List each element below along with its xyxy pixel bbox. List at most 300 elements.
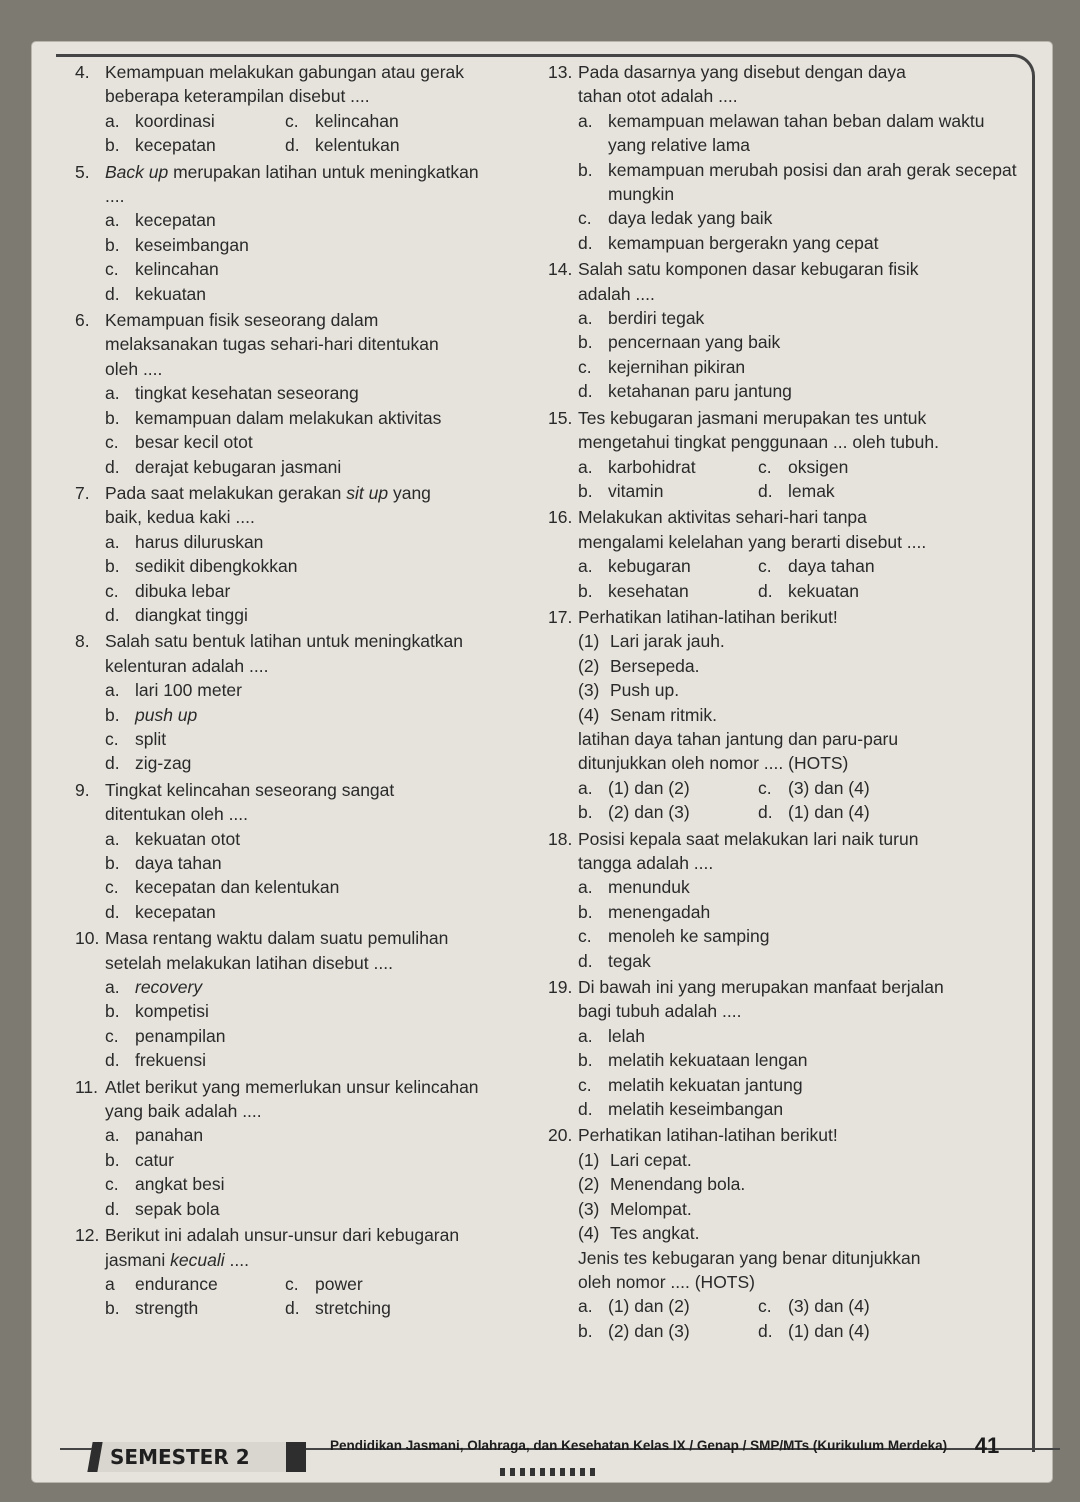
statement-item (548, 678, 1018, 702)
answer-option (758, 479, 1018, 503)
option-text: pencernaan yang baik (608, 332, 781, 353)
question-number: 7. (75, 482, 90, 503)
option-letter: d. (105, 283, 120, 304)
statement-number: (1) (578, 1149, 600, 1170)
statement-item (548, 703, 1018, 727)
answer-option (758, 579, 1018, 603)
option-text: (2) dan (3) (608, 802, 690, 823)
answer-option (758, 1319, 1018, 1343)
semester-label: SEMESTER 2 (110, 1445, 250, 1469)
answer-option (75, 1024, 540, 1048)
option-text: kecepatan dan kelentukan (135, 877, 340, 898)
answer-option (75, 851, 540, 875)
question-text-line (75, 802, 540, 826)
question-text-line (548, 975, 1018, 999)
option-letter: b. (105, 853, 120, 873)
answer-option (75, 1172, 540, 1196)
question-text-line (75, 160, 540, 184)
option-letter: d. (578, 232, 593, 253)
question-number: 11. (75, 1076, 99, 1097)
option-text: (1) dan (4) (788, 802, 870, 823)
question-number (75, 332, 105, 356)
option-text: melatih keseimbangan (608, 1099, 784, 1120)
answer-option (75, 282, 540, 306)
option-letter: b. (578, 802, 593, 823)
statement-text: Menendang bola. (610, 1174, 746, 1195)
answer-option (75, 554, 540, 578)
answer-option (75, 430, 540, 454)
question-5 (75, 160, 540, 306)
option-text: (1) dan (4) (788, 1320, 870, 1341)
option-text: kemampuan melawan tahan beban dalam waktu yang relative lama (608, 110, 985, 156)
option-letter: c. (105, 877, 119, 898)
question-text: Posisi kepala saat melakukan lari naik turun (578, 828, 919, 849)
answer-option (75, 727, 540, 751)
option-letter: b. (578, 332, 593, 353)
option-text: kemampuan merubah posisi dan arah gerak secepat mungkin (608, 159, 1017, 205)
question-text: Kemampuan fisik seseorang dalam (105, 310, 379, 331)
left-column (75, 60, 540, 1323)
answer-option (578, 579, 758, 603)
question-text: adalah .... (578, 283, 655, 304)
question-number (548, 430, 578, 454)
question-16 (548, 505, 1018, 603)
question-7 (75, 481, 540, 627)
question-text: bagi tubuh adalah .... (578, 1001, 742, 1022)
option-text: kelincahan (315, 110, 399, 131)
question-text: setelah melakukan latihan disebut .... (105, 952, 393, 973)
option-letter: d. (105, 901, 120, 922)
answer-option (75, 1148, 540, 1172)
option-text: koordinasi (135, 110, 215, 131)
answer-option (548, 1048, 1018, 1072)
question-text-line (75, 184, 540, 208)
question-number (548, 999, 578, 1023)
question-text-line (548, 1123, 1018, 1147)
question-number (75, 951, 105, 975)
statement-item (548, 629, 1018, 653)
book-title: Pendidikan Jasmani, Olahraga, dan Kesehatan Kelas IX / Genap / SMP/MTs (Kurikulum Merdeka) (330, 1438, 948, 1453)
answer-option (548, 330, 1018, 354)
option-text: catur (135, 1149, 174, 1170)
question-text: ditentukan oleh .... (105, 804, 249, 825)
answer-option (548, 1073, 1018, 1097)
question-9 (75, 778, 540, 924)
option-text: kebugaran (608, 556, 691, 577)
option-letter: d. (105, 753, 120, 774)
option-text: kecepatan (135, 135, 216, 156)
question-text: Di bawah ini yang merupakan manfaat berjalan (578, 977, 944, 998)
statement-item (548, 1221, 1018, 1245)
option-text: strength (135, 1298, 199, 1319)
question-number (548, 282, 578, 306)
answer-option (578, 554, 758, 578)
statement-text: Push up. (610, 680, 680, 701)
question-number: 19. (548, 977, 573, 998)
answer-option (75, 233, 540, 257)
option-text: sedikit dibengkokkan (135, 556, 298, 577)
option-letter: a. (578, 1296, 593, 1317)
question-number (75, 184, 105, 208)
option-letter: b. (105, 704, 120, 725)
statement-number: (4) (578, 1223, 600, 1244)
option-letter: b. (578, 580, 593, 601)
option-letter: c. (105, 432, 119, 453)
answer-option (548, 900, 1018, 924)
answer-options-grid (75, 1272, 540, 1321)
option-text: (1) dan (2) (608, 777, 690, 798)
option-text: kompetisi (135, 1001, 209, 1022)
question-number (75, 505, 105, 529)
question-text-line (75, 84, 540, 108)
option-letter: a. (578, 556, 593, 577)
option-letter: b. (105, 135, 120, 156)
question-text: Kemampuan melakukan gabungan atau gerak (105, 62, 464, 82)
answer-option (75, 381, 540, 405)
option-text: recovery (135, 977, 203, 998)
question-text: Berikut ini adalah unsur-unsur dari kebugaran (105, 1225, 460, 1246)
question-text: Atlet berikut yang memerlukan unsur kelincahan (105, 1076, 479, 1097)
question-text: .... (105, 186, 125, 207)
question-text-line (75, 951, 540, 975)
answer-options-grid (548, 554, 1018, 603)
answer-options-grid (75, 109, 540, 158)
option-text: kemampuan bergerakn yang cepat (608, 232, 879, 253)
option-letter: d. (578, 381, 593, 402)
option-letter: d. (285, 1298, 300, 1319)
question-text-line (548, 999, 1018, 1023)
option-letter: c. (285, 110, 299, 131)
option-text: derajat kebugaran jasmani (135, 456, 342, 477)
option-letter: c. (578, 356, 592, 377)
option-text: kelentukan (315, 135, 400, 156)
option-letter: a. (105, 110, 120, 131)
option-letter: b. (105, 234, 120, 255)
answer-option (548, 109, 1018, 158)
answer-option (75, 900, 540, 924)
option-letter: c. (285, 1273, 299, 1294)
option-text: lemak (788, 480, 835, 501)
question-text-line (75, 60, 540, 84)
question-number (75, 357, 105, 381)
question-text: melaksanakan tugas sehari-hari ditentukan (105, 334, 439, 355)
option-text: daya tahan (135, 853, 222, 873)
option-text: stretching (315, 1298, 391, 1319)
option-text: daya tahan (788, 556, 875, 577)
question-17 (548, 605, 1018, 825)
option-text: menunduk (608, 877, 690, 898)
question-text: tangga adalah .... (578, 853, 714, 873)
question-4 (75, 60, 540, 158)
option-text: menoleh ke samping (608, 926, 770, 947)
question-text: oleh .... (105, 358, 163, 379)
option-letter: d. (758, 1320, 773, 1341)
answer-option (548, 206, 1018, 230)
question-followup-text: oleh nomor .... (HOTS) (578, 1271, 755, 1292)
option-letter: d. (105, 456, 120, 477)
statement-item (548, 654, 1018, 678)
question-text-line (75, 357, 540, 381)
question-number: 18. (548, 828, 573, 849)
statement-text: Senam ritmik. (610, 704, 717, 725)
option-text: keseimbangan (135, 234, 249, 255)
option-text: tegak (608, 950, 651, 971)
option-letter: a. (105, 828, 120, 849)
option-letter: a. (105, 531, 120, 552)
option-text: push up (135, 704, 198, 725)
answer-option (548, 1097, 1018, 1121)
option-letter: a. (578, 877, 593, 898)
question-number (75, 84, 105, 108)
answer-option (758, 800, 1018, 824)
option-text: lelah (608, 1025, 645, 1046)
question-followup-text: latihan daya tahan jantung dan paru-paru (578, 728, 899, 749)
question-text-line (548, 282, 1018, 306)
question-number: 8. (75, 631, 90, 652)
answer-option (75, 1123, 540, 1147)
option-text: kejernihan pikiran (608, 356, 746, 377)
option-text: (3) dan (4) (788, 1296, 870, 1317)
option-text: besar kecil otot (135, 432, 253, 453)
statement-item (548, 1197, 1018, 1221)
answer-option (75, 875, 540, 899)
option-text: (2) dan (3) (608, 1320, 690, 1341)
question-number (548, 530, 578, 554)
option-text: menengadah (608, 901, 711, 922)
option-letter: a. (578, 777, 593, 798)
question-text-line (548, 257, 1018, 281)
question-text-line (548, 505, 1018, 529)
answer-option (75, 751, 540, 775)
statement-number: (3) (578, 680, 600, 701)
answer-option (75, 827, 540, 851)
answer-option (578, 776, 758, 800)
question-number (548, 84, 578, 108)
option-letter: d. (578, 1099, 593, 1120)
answer-option (548, 949, 1018, 973)
statement-text: Bersepeda. (610, 655, 700, 676)
answer-option (75, 579, 540, 603)
option-text: karbohidrat (608, 456, 696, 477)
option-text: lari 100 meter (135, 680, 242, 701)
answer-option (75, 257, 540, 281)
option-letter: d. (105, 1198, 120, 1219)
answer-option (105, 109, 285, 133)
option-letter: a. (105, 977, 120, 998)
option-letter: c. (758, 456, 772, 477)
option-letter: c. (105, 1174, 119, 1195)
option-text: (3) dan (4) (788, 777, 870, 798)
question-number (75, 1248, 105, 1272)
option-letter: a. (578, 456, 593, 477)
answer-option (105, 133, 285, 157)
option-text: kesehatan (608, 580, 689, 601)
question-text: yang baik adalah .... (105, 1101, 262, 1122)
option-letter: a. (578, 1025, 593, 1046)
question-text: mengalami kelelahan yang berarti disebut .... (578, 531, 927, 552)
question-number (75, 654, 105, 678)
question-text: Perhatikan latihan-latihan berikut! (578, 606, 838, 627)
option-letter: b. (105, 1001, 120, 1022)
option-text: melatih kekuataan lengan (608, 1050, 808, 1071)
question-text: mengetahui tingkat penggunaan ... oleh tubuh. (578, 432, 939, 453)
answer-option (578, 800, 758, 824)
question-followup-text: ditunjukkan oleh nomor .... (HOTS) (578, 753, 849, 774)
answer-option (758, 1294, 1018, 1318)
question-number: 5. (75, 161, 90, 182)
option-text: daya ledak yang baik (608, 208, 773, 229)
question-text-line (548, 84, 1018, 108)
answer-option (75, 999, 540, 1023)
answer-options-grid (548, 1294, 1018, 1343)
question-number: 20. (548, 1125, 573, 1146)
option-letter: d. (285, 135, 300, 156)
option-text: harus diluruskan (135, 531, 264, 552)
option-letter: a. (105, 210, 120, 231)
option-letter: c. (578, 926, 592, 947)
statement-number: (1) (578, 631, 600, 652)
option-letter: c. (105, 1025, 119, 1046)
answer-option (285, 1272, 540, 1296)
question-10 (75, 926, 540, 1072)
option-letter: b. (578, 159, 593, 180)
question-text: jasmani kecuali .... (105, 1249, 249, 1270)
question-text: beberapa keterampilan disebut .... (105, 86, 370, 107)
option-text: kecepatan (135, 901, 216, 922)
question-6 (75, 308, 540, 479)
answer-option (75, 1197, 540, 1221)
question-number: 9. (75, 779, 90, 800)
question-20 (548, 1123, 1018, 1343)
answer-option (548, 306, 1018, 330)
answer-option (548, 1024, 1018, 1048)
option-text: kekuatan otot (135, 828, 241, 849)
option-letter: d. (105, 1050, 120, 1071)
statement-text: Lari cepat. (610, 1149, 692, 1170)
question-number (548, 851, 578, 875)
question-text-line (75, 926, 540, 950)
option-letter: a. (105, 383, 120, 404)
option-text: kecepatan (135, 210, 216, 231)
question-text: Salah satu komponen dasar kebugaran fisik (578, 259, 919, 280)
answer-option (548, 231, 1018, 255)
answer-option (548, 158, 1018, 207)
option-text: penampilan (135, 1025, 226, 1046)
option-letter: a. (578, 110, 593, 131)
question-text-line (75, 778, 540, 802)
right-column (548, 60, 1018, 1345)
option-letter: d. (758, 480, 773, 501)
question-18 (548, 827, 1018, 973)
option-text: kekuatan (788, 580, 860, 601)
option-letter: b. (105, 1298, 120, 1319)
question-number: 13. (548, 62, 573, 82)
answer-option (758, 455, 1018, 479)
statement-text: Tes angkat. (610, 1223, 700, 1244)
question-text: Pada dasarnya yang disebut dengan daya (578, 62, 906, 82)
option-text: split (135, 728, 167, 749)
option-letter: d. (578, 950, 593, 971)
option-text: (1) dan (2) (608, 1296, 690, 1317)
option-text: kekuatan (135, 283, 207, 304)
answer-options-grid (548, 776, 1018, 825)
question-text-line (548, 406, 1018, 430)
answer-option (758, 776, 1018, 800)
question-text-line (548, 605, 1018, 629)
option-letter: c. (105, 580, 119, 601)
option-text: endurance (135, 1273, 218, 1294)
option-letter: c. (105, 728, 119, 749)
question-text-line (75, 505, 540, 529)
option-letter: b. (105, 1149, 120, 1170)
option-letter: c. (578, 1074, 592, 1095)
option-letter: d. (758, 580, 773, 601)
option-text: ketahanan paru jantung (608, 381, 792, 402)
answer-option (548, 379, 1018, 403)
option-letter: b. (578, 1050, 593, 1071)
question-number: 4. (75, 62, 90, 82)
question-text-line (75, 1248, 540, 1272)
question-text: Masa rentang waktu dalam suatu pemulihan (105, 928, 449, 949)
option-text: zig-zag (135, 753, 192, 774)
answer-option (75, 975, 540, 999)
statement-number: (2) (578, 655, 600, 676)
question-number: 15. (548, 407, 573, 428)
option-letter: c. (105, 259, 119, 280)
answer-option (548, 875, 1018, 899)
option-text: melatih kekuatan jantung (608, 1074, 803, 1095)
answer-option (285, 1296, 540, 1320)
question-text-line (548, 530, 1018, 554)
question-text-line (548, 851, 1018, 875)
question-text: Tes kebugaran jasmani merupakan tes untuk (578, 407, 927, 428)
answer-option (75, 406, 540, 430)
question-text-line (75, 481, 540, 505)
semester-bar (286, 1442, 306, 1472)
option-letter: c. (758, 1296, 772, 1317)
answer-option (578, 455, 758, 479)
question-11 (75, 1075, 540, 1221)
question-15 (548, 406, 1018, 504)
question-text: Salah satu bentuk latihan untuk meningkatkan (105, 631, 464, 652)
question-19 (548, 975, 1018, 1121)
question-12 (75, 1223, 540, 1321)
option-letter: a. (105, 680, 120, 701)
statement-text: Melompat. (610, 1198, 692, 1219)
option-letter: a. (578, 308, 593, 329)
question-text: Tingkat kelincahan seseorang sangat (105, 779, 395, 800)
statement-item (548, 1148, 1018, 1172)
question-number: 17. (548, 606, 573, 627)
option-letter: a (105, 1273, 115, 1294)
statement-text: Lari jarak jauh. (610, 631, 725, 652)
question-text-line (75, 629, 540, 653)
answer-option (75, 530, 540, 554)
option-text: oksigen (788, 456, 849, 477)
answer-option (548, 355, 1018, 379)
option-letter: c. (578, 208, 592, 229)
question-number: 14. (548, 259, 573, 280)
question-number: 6. (75, 310, 90, 331)
question-followup-text: Jenis tes kebugaran yang benar ditunjukkan (578, 1247, 921, 1268)
answer-option (105, 1296, 285, 1320)
answer-option (75, 455, 540, 479)
answer-options-grid (548, 455, 1018, 504)
semester-badge (87, 1442, 292, 1472)
answer-option (758, 554, 1018, 578)
question-13 (548, 60, 1018, 255)
option-letter: b. (578, 901, 593, 922)
